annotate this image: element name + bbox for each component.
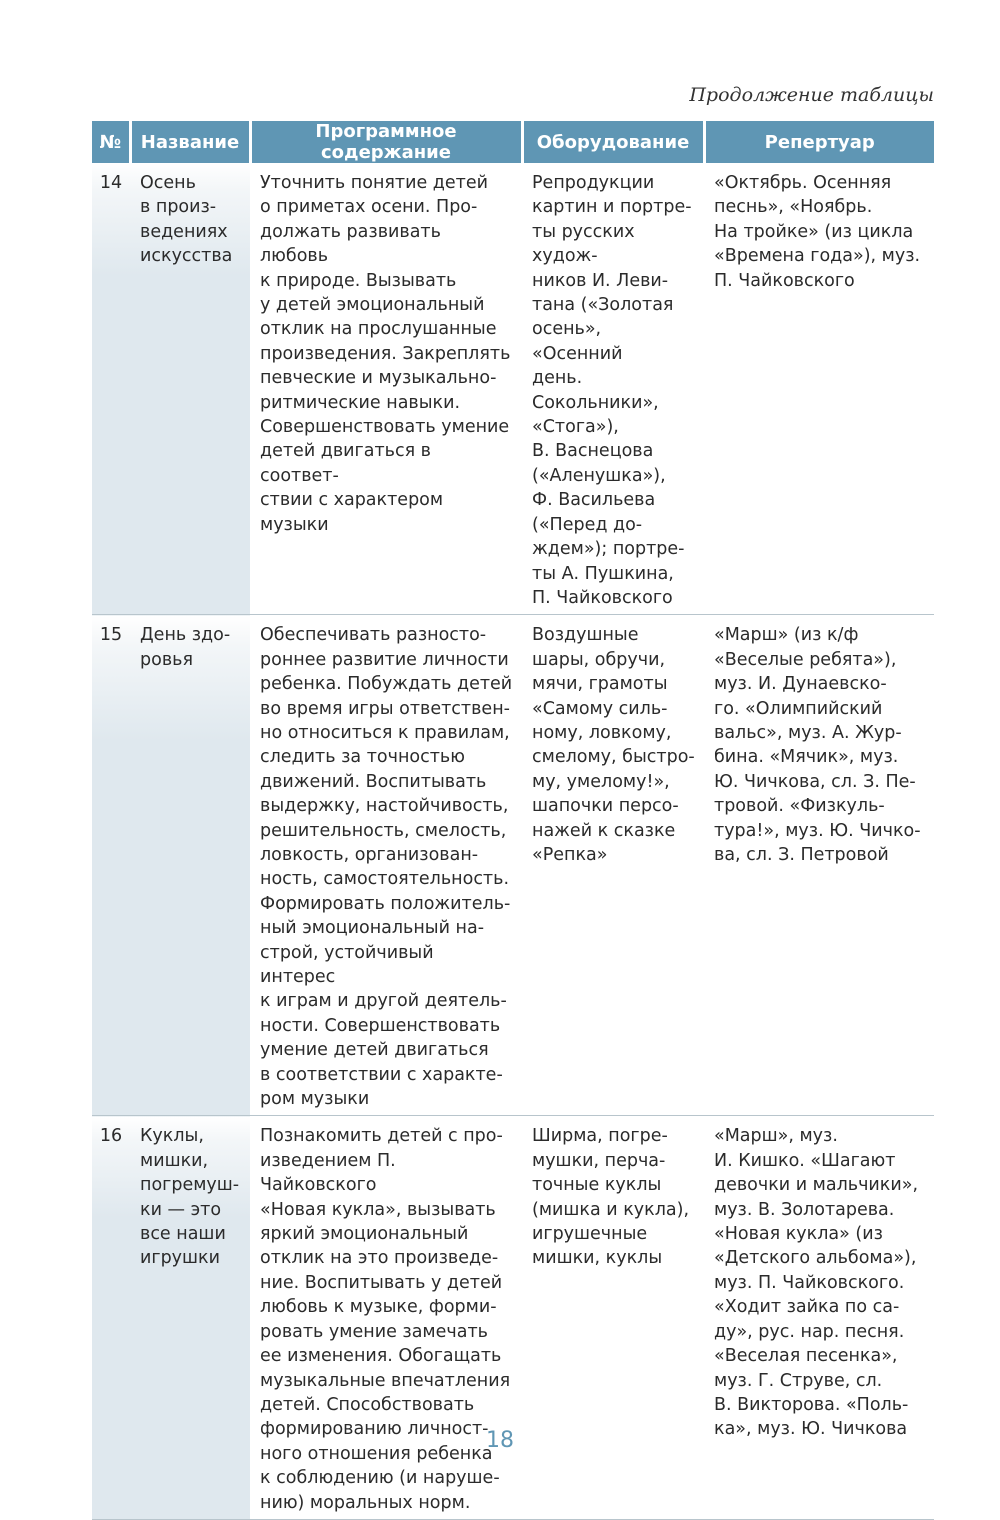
table-header-row (92, 121, 934, 163)
header-number: № (92, 121, 130, 163)
row-equipment: Репродукции картин и портре- ты русских худож- ников И. Леви- тана («Золотая осень», «Осенний день. Сокольники», «Стога»), В. Васнецова («Аленушка»), Ф. Васильева («Перед до- ждем»); портре- ты А. Пушкина, П. Чайковского (522, 163, 704, 615)
row-equipment: Воздушные шары, обручи, мячи, грамоты «Самому силь- ному, ловкому, смелому, быстро- му, умелому!», шапочки персо- нажей к сказке «Репка» (522, 615, 704, 1116)
header-name: Название (130, 121, 250, 163)
page-number: 18 (486, 1428, 514, 1453)
row-name: День здо- ровья (130, 615, 250, 1116)
row-name: Осень в произ- ведениях искусства (130, 163, 250, 615)
header-repertoire: Репертуар (704, 121, 934, 163)
row-repertoire: «Октябрь. Осенняя песнь», «Ноябрь. На тройке» (из цикла «Времена года»), муз. П. Чайковского (704, 163, 934, 615)
row-content: Обеспечивать разносто- роннее развитие личности ребенка. Побуждать детей во время игры ответствен- но относиться к правилам, следить за точностью движений. Воспитывать выдержку, настойчивость, решительность, смелость, ловкость, организован- ность, самостоятельность. Формировать положитель- ный эмоциональный на- строй, устойчивый интерес к играм и другой деятель- ности. Совершенствовать умение детей двигаться в соответствии с характе- ром музыки (250, 615, 522, 1116)
row-number: 16 (92, 1116, 130, 1520)
header-content: Программное содержание (250, 121, 522, 163)
row-repertoire: «Марш» (из к/ф «Веселые ребята»), муз. И. Дунаевско- го. «Олимпийский вальс», муз. А. Жур- бина. «Мячик», муз. Ю. Чичкова, сл. З. Пе- тровой. «Физкуль- тура!», муз. Ю. Чичко- ва, сл. З. Петровой (704, 615, 934, 1116)
row-content: Познакомить детей с про- изведением П. Чайковского «Новая кукла», вызывать яркий эмоциональный отклик на это произведе- ние. Воспитывать у детей любовь к музыке, форми- ровать умение замечать ее изменения. Обогащать музыкальные впечатления детей. Способствовать формированию личност- ного отношения ребенка к соблюдению (и наруше- нию) моральных норм. (250, 1116, 522, 1520)
header-equipment: Оборудование (522, 121, 704, 163)
table-row (92, 615, 934, 1116)
row-equipment: Ширма, погре- мушки, перча- точные куклы (мишка и кукла), игрушечные мишки, куклы (522, 1116, 704, 1520)
row-content: Уточнить понятие детей о приметах осени. Про- должать развивать любовь к природе. Вызывать у детей эмоциональный отклик на прослушанные произведения. Закреплять певческие и музыкально- ритмические навыки. Совершенствовать умение детей двигаться в соответ- ствии с характером музыки (250, 163, 522, 615)
row-number: 15 (92, 615, 130, 1116)
row-number: 14 (92, 163, 130, 615)
table-row (92, 163, 934, 615)
table-row (92, 1116, 934, 1520)
table-caption: Продолжение таблицы (689, 84, 934, 106)
program-table (92, 121, 934, 1520)
row-repertoire: «Марш», муз. И. Кишко. «Шагают девочки и мальчики», муз. В. Золотарева. «Новая кукла» (из «Детского альбома»), муз. П. Чайковского. «Ходит зайка по са- ду», рус. нар. песня. «Веселая песенка», муз. Г. Струве, сл. В. Викторова. «Поль- ка», муз. Ю. Чичкова (704, 1116, 934, 1520)
row-name: Куклы, мишки, погремуш- ки — это все наши игрушки (130, 1116, 250, 1520)
